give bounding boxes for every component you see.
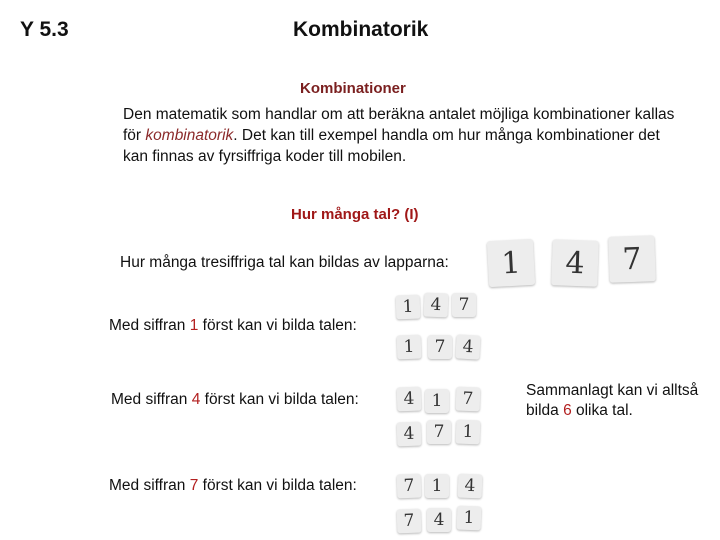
number-card: 1	[457, 506, 482, 531]
page-title: Kombinatorik	[293, 18, 429, 41]
summary-text-end: olika tal.	[571, 402, 633, 419]
number-card: 7	[397, 509, 422, 534]
card-1: 1	[487, 239, 535, 287]
intro-text-end: . Det kan till exempel handla om hur många kombinationer det kan finnas av fyrsiffriga koder till mobilen.	[123, 127, 660, 165]
row-text-end: först kan vi bilda talen:	[198, 477, 357, 494]
row-text-end: först kan vi bilda talen:	[198, 317, 357, 334]
number-card: 1	[396, 295, 421, 320]
example-heading: Hur många tal? (I)	[291, 206, 419, 223]
number-card: 7	[456, 387, 481, 412]
row-digit-4	[111, 391, 359, 409]
intro-paragraph	[123, 104, 683, 167]
number-card: 1	[397, 335, 422, 360]
number-card: 1	[425, 474, 449, 498]
number-card: 7	[452, 293, 476, 317]
row-digit: 4	[191, 391, 201, 408]
number-card: 4	[427, 508, 451, 532]
number-card: 7	[397, 474, 422, 499]
card-7: 7	[608, 235, 656, 283]
number-card: 7	[427, 420, 451, 444]
section-code: Y 5.3	[20, 18, 69, 41]
number-card: 7	[428, 335, 452, 359]
number-card: 4	[397, 422, 422, 447]
row-digit: 7	[189, 477, 199, 494]
summary-text	[526, 381, 706, 421]
number-card: 1	[456, 420, 481, 445]
summary-text-start: Sammanlagt kan vi alltså bilda	[526, 382, 699, 419]
section-subtitle: Kombinationer	[300, 80, 406, 97]
number-card: 4	[397, 387, 422, 412]
summary-count: 6	[563, 402, 572, 419]
number-card: 4	[458, 474, 483, 499]
row-text-start: Med siffran	[111, 391, 192, 408]
number-card: 4	[424, 293, 449, 318]
card-4: 4	[551, 239, 599, 287]
intro-term: kombinatorik	[145, 127, 234, 144]
number-card: 4	[455, 334, 480, 359]
row-text-start: Med siffran	[109, 477, 190, 494]
row-text-end: först kan vi bilda talen:	[200, 391, 359, 408]
row-text-start: Med siffran	[109, 317, 190, 334]
row-digit: 1	[189, 317, 199, 334]
example-question: Hur många tresiffriga tal kan bildas av lapparna:	[120, 254, 449, 271]
number-card: 1	[425, 389, 449, 413]
intro-text-start: Den matematik som handlar om att beräkna antalet möjliga kombinationer kallas för	[123, 106, 675, 144]
row-digit-7	[109, 477, 357, 495]
row-digit-1	[109, 317, 357, 335]
